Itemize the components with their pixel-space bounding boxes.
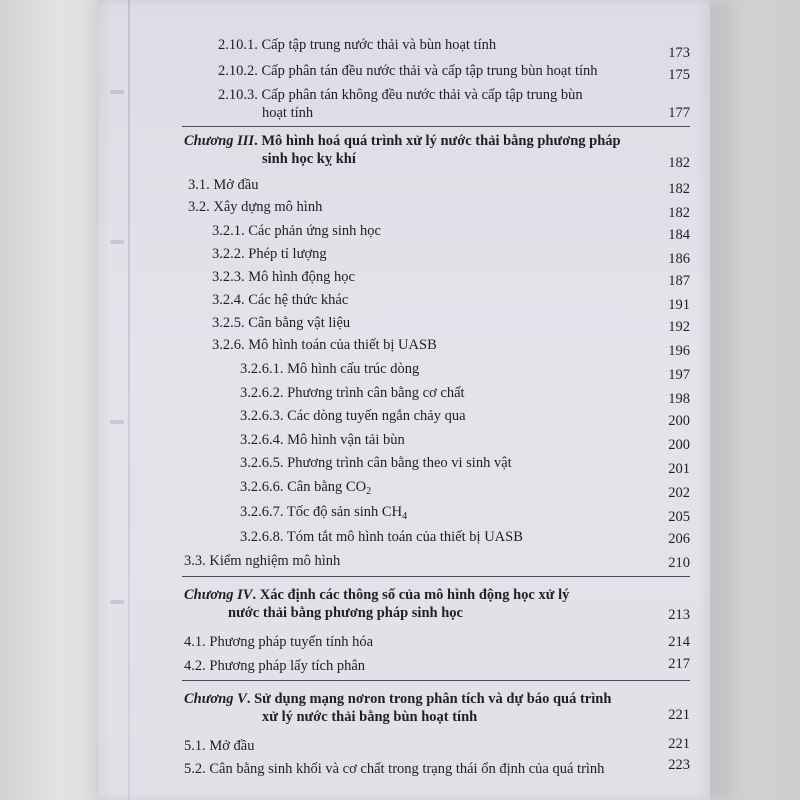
toc-entry-number: 3.2.6.3. — [240, 408, 284, 424]
toc-entry-3-2-4 — [212, 291, 348, 309]
toc-entry-number: 3.2. — [188, 199, 210, 215]
chapter-5-title-continued: xử lý nước thải bằng bùn hoạt tính — [262, 709, 478, 725]
toc-page-number: 210 — [668, 555, 690, 571]
toc-entry-title: Phương trình cân bằng cơ chất — [287, 385, 465, 401]
toc-entry-number: 4.1. — [184, 634, 206, 650]
toc-page-number: 200 — [668, 413, 690, 429]
toc-entry-subscript: 2 — [366, 486, 372, 497]
toc-page-number: 206 — [668, 531, 690, 547]
toc-page-number: 182 — [668, 205, 690, 221]
toc-entry-3-3 — [184, 552, 340, 570]
toc-entry-title — [287, 479, 371, 495]
toc-entry-title: Mô hình vận tải bùn — [287, 432, 405, 448]
toc-entry-number: 2.10.3. — [218, 87, 258, 103]
toc-entry-title: Tóm tắt mô hình toán của thiết bị UASB — [286, 529, 523, 545]
toc-page-number: 198 — [668, 391, 690, 407]
chapter-label: Chương III — [184, 133, 255, 149]
toc-entry-number: 3.2.6.5. — [240, 455, 284, 471]
chapter-4-title-continued: nước thải bằng phương pháp sinh học — [228, 605, 463, 621]
toc-page-number: 221 — [668, 707, 690, 723]
toc-entry-title-continued: hoạt tính — [262, 105, 314, 121]
toc-page-number: 214 — [668, 634, 690, 650]
toc-entry-3-2-6-8 — [240, 528, 523, 546]
toc-entry-number: 3.2.4. — [212, 292, 245, 308]
toc-entry-number: 3.1. — [188, 177, 210, 193]
toc-entry-number: 3.2.3. — [212, 269, 245, 285]
toc-entry-title: Xây dựng mô hình — [213, 199, 323, 215]
toc-entry-title: Phương pháp tuyến tính hóa — [209, 634, 374, 650]
toc-entry-title: Cân bằng sinh khối và cơ chất trong trạng thái ổn định của quá trình — [209, 761, 605, 777]
toc-entry-4-2 — [184, 657, 365, 675]
toc-entry-number: 3.2.6. — [212, 337, 245, 353]
toc-entry-number: 3.2.2. — [212, 246, 245, 262]
toc-page-number: 213 — [668, 607, 690, 623]
toc-entry-3-2-6-7 — [240, 503, 407, 521]
toc-entry-number: 3.2.5. — [212, 315, 245, 331]
toc-entry-3-2-6-2 — [240, 384, 465, 402]
toc-entry-title: Cấp phân tán không đều nước thải và cấp tập trung bùn — [261, 87, 583, 103]
toc-entry-3-2-6-5 — [240, 454, 512, 472]
toc-entry-number: 3.2.6.4. — [240, 432, 284, 448]
binding-mark — [110, 600, 124, 604]
toc-page-number: 202 — [668, 485, 690, 501]
toc-entry-3-2-1 — [212, 222, 381, 240]
toc-entry-title: Cấp phân tán đều nước thải và cấp tập trung bùn hoạt tính — [261, 63, 598, 79]
chapter-title: . Xác định các thông số của mô hình động học xử lý — [252, 587, 570, 603]
toc-page-number: 197 — [668, 367, 690, 383]
toc-entry-number: 3.3. — [184, 553, 206, 569]
chapter-3-heading — [184, 132, 621, 150]
toc-page-number: 191 — [668, 297, 690, 313]
chapter-title: . Mô hình hoá quá trình xử lý nước thải bằng phương pháp — [254, 133, 621, 149]
toc-entry-number: 3.2.1. — [212, 223, 245, 239]
toc-entry-title-text: Cân bằng CO — [287, 479, 367, 495]
toc-entry-title: Các hệ thức khác — [248, 292, 349, 308]
toc-entry-number: 3.2.6.7. — [240, 504, 284, 520]
toc-page-number: 217 — [668, 656, 690, 672]
toc-entry-title: Mô hình toán của thiết bị UASB — [248, 337, 437, 353]
toc-entry-title: Phép tỉ lượng — [248, 246, 327, 262]
toc-entry-number: 2.10.2. — [218, 63, 258, 79]
binding-mark — [110, 90, 124, 94]
toc-entry-2-10-1 — [218, 36, 496, 54]
toc-page-number: 221 — [668, 736, 690, 752]
toc-page-number: 182 — [668, 155, 690, 171]
toc-entry-number: 3.2.6.8. — [240, 529, 284, 545]
toc-page-number: 205 — [668, 509, 690, 525]
toc-entry-title: Cân bằng vật liệu — [248, 315, 351, 331]
toc-entry-title: Mô hình cấu trúc dòng — [287, 361, 420, 377]
toc-entry-title: Các dòng tuyến ngắn chảy qua — [287, 408, 466, 424]
toc-entry-3-2-6-1 — [240, 360, 419, 378]
toc-entry-number: 2.10.1. — [218, 37, 258, 53]
toc-entry-3-2-6-4 — [240, 431, 405, 449]
chapter-title: . Sử dụng mạng nơron trong phân tích và dự báo quá trình — [246, 691, 612, 707]
toc-entry-title-text: Tốc độ sản sinh CH — [286, 504, 403, 520]
toc-page-number: 182 — [668, 181, 690, 197]
toc-entry-number: 3.2.6.2. — [240, 385, 284, 401]
toc-entry-title: Mở đầu — [209, 738, 255, 754]
toc-page-number: 200 — [668, 437, 690, 453]
toc-entry-2-10-2 — [218, 62, 598, 80]
toc-page-number: 187 — [668, 273, 690, 289]
toc-entry-3-2-6-6 — [240, 478, 371, 496]
chapter-divider — [182, 576, 690, 577]
toc-entry-title: Cấp tập trung nước thải và bùn hoạt tính — [261, 37, 497, 53]
binding-crease — [128, 0, 130, 800]
toc-entry-title: Mô hình động học — [248, 269, 355, 285]
toc-entry-title: Các phản ứng sinh học — [248, 223, 381, 239]
toc-entry-number: 4.2. — [184, 658, 206, 674]
toc-entry-3-2-3 — [212, 268, 355, 286]
chapter-label: Chương V — [184, 691, 247, 707]
chapter-3-title-continued: sinh học kỵ khí — [262, 151, 356, 167]
toc-entry-title: Kiểm nghiệm mô hình — [209, 553, 341, 569]
toc-entry-3-1 — [188, 176, 259, 194]
toc-entry-5-2 — [184, 760, 604, 778]
toc-page-number: 175 — [668, 67, 690, 83]
toc-page-number: 186 — [668, 251, 690, 267]
toc-page-number: 196 — [668, 343, 690, 359]
chapter-4-heading — [184, 586, 569, 604]
toc-entry-title — [287, 504, 407, 520]
toc-entry-5-1 — [184, 737, 255, 755]
toc-entry-title: Mở đầu — [213, 177, 259, 193]
toc-entry-number: 3.2.6.6. — [240, 479, 284, 495]
toc-page-number: 177 — [668, 105, 690, 121]
toc-entry-3-2-2 — [212, 245, 327, 263]
toc-entry-number: 3.2.6.1. — [240, 361, 284, 377]
toc-page-number: 184 — [668, 227, 690, 243]
toc-entry-3-2 — [188, 198, 322, 216]
toc-page-number: 192 — [668, 319, 690, 335]
toc-page-number: 173 — [668, 45, 690, 61]
toc-page-number: 201 — [668, 461, 690, 477]
toc-entry-3-2-6 — [212, 336, 437, 354]
toc-entry-3-2-5 — [212, 314, 350, 332]
binding-mark — [110, 240, 124, 244]
chapter-label: Chương IV — [184, 587, 253, 603]
binding-mark — [110, 420, 124, 424]
toc-entry-title: Phương pháp lấy tích phân — [209, 658, 366, 674]
toc-page-number: 223 — [668, 757, 690, 773]
toc-entry-subscript: 4 — [402, 511, 408, 522]
chapter-divider — [182, 126, 690, 127]
toc-entry-2-10-3 — [218, 86, 583, 104]
toc-entry-3-2-6-3 — [240, 407, 466, 425]
toc-entry-title: Phương trình cân bằng theo vi sinh vật — [287, 455, 512, 471]
toc-entry-number: 5.1. — [184, 738, 206, 754]
chapter-5-heading — [184, 690, 611, 708]
chapter-divider — [182, 680, 690, 681]
toc-entry-number: 5.2. — [184, 761, 206, 777]
toc-entry-4-1 — [184, 633, 373, 651]
